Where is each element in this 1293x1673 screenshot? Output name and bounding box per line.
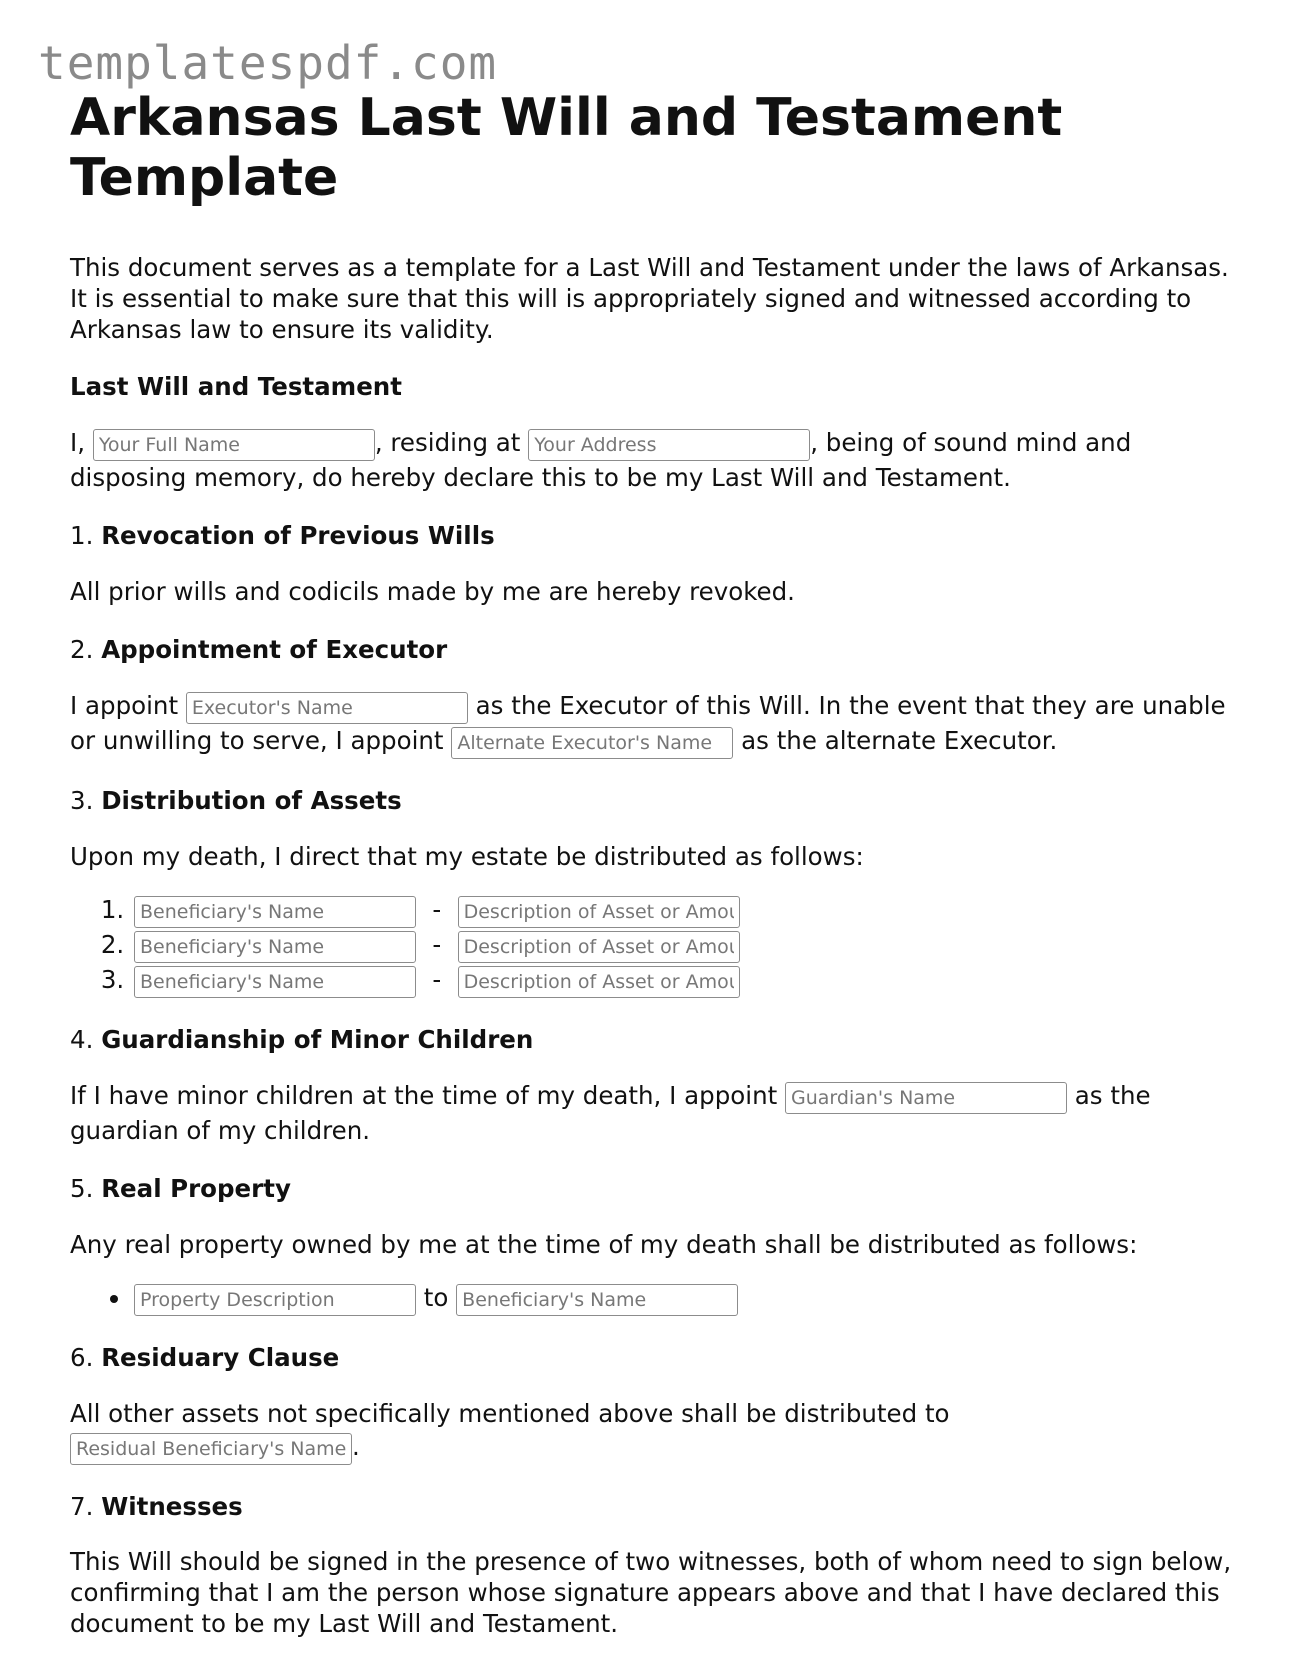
- property-beneficiary-input[interactable]: [456, 1284, 738, 1316]
- page-title: Arkansas Last Will and Testament Template: [70, 88, 1063, 208]
- section-title: Guardianship of Minor Children: [101, 1025, 534, 1054]
- property-description-input[interactable]: [134, 1284, 416, 1316]
- declaration-text-2: , residing at: [374, 428, 529, 457]
- section-number: 4.: [70, 1025, 94, 1054]
- section-heading-revocation: [70, 520, 1250, 551]
- separator: -: [432, 930, 442, 959]
- beneficiary-name-input[interactable]: [134, 931, 416, 963]
- section-number: 7.: [70, 1492, 94, 1521]
- guardianship-paragraph: [70, 1079, 1250, 1147]
- residuary-text-1: All other assets not specifically mentioned above shall be distributed to: [70, 1399, 950, 1428]
- real-property-paragraph: Any real property owned by me at the time of my death shall be distributed as follows:: [70, 1230, 1138, 1259]
- residuary-text-2: .: [352, 1432, 360, 1461]
- witnesses-paragraph: This Will should be signed in the presence of two witnesses, both of whom need to sign below, confirming that I am the person whose signature appears above and that I have declared this document to be my Last Will and Testament.: [70, 1547, 1232, 1638]
- declaration-text-3: , being of sound mind and disposing memory, do hereby declare this to be my Last Will and Testament.: [70, 428, 1132, 492]
- executor-text-3: as the alternate Executor.: [733, 726, 1058, 755]
- guardianship-text-2: as the guardian of my children.: [70, 1081, 1151, 1145]
- section-heading-guardianship: [70, 1024, 1250, 1055]
- alternate-executor-input[interactable]: [451, 727, 733, 759]
- residuary-paragraph: [70, 1397, 970, 1465]
- beneficiary-name-input[interactable]: [134, 966, 416, 998]
- executor-text-1: I appoint: [70, 691, 186, 720]
- asset-description-input[interactable]: [458, 931, 740, 963]
- section-number: 1.: [70, 521, 94, 550]
- section-number: 6.: [70, 1343, 94, 1372]
- declaration-text-1: I,: [70, 428, 93, 457]
- asset-list: [70, 893, 1250, 998]
- section-title: Residuary Clause: [101, 1343, 340, 1372]
- section-number: 5.: [70, 1174, 94, 1203]
- separator: -: [432, 895, 442, 924]
- residual-beneficiary-input[interactable]: [70, 1433, 352, 1465]
- beneficiary-name-input[interactable]: [134, 896, 416, 928]
- document-body: [70, 88, 1250, 1639]
- list-item: [132, 928, 1250, 963]
- section-heading-witnesses: [70, 1491, 1250, 1522]
- list-item: [132, 963, 1250, 998]
- guardian-name-input[interactable]: [785, 1082, 1067, 1114]
- asset-description-input[interactable]: [458, 966, 740, 998]
- section-title: Real Property: [101, 1174, 291, 1203]
- full-name-input[interactable]: [93, 429, 375, 461]
- real-property-list: [70, 1281, 1250, 1316]
- revocation-paragraph: All prior wills and codicils made by me are hereby revoked.: [70, 577, 795, 606]
- asset-description-input[interactable]: [458, 896, 740, 928]
- executor-paragraph: [70, 689, 1250, 759]
- section-title: Revocation of Previous Wills: [101, 521, 495, 550]
- connector-text: to: [416, 1283, 457, 1312]
- list-item: [132, 1281, 1250, 1316]
- section-title: Appointment of Executor: [101, 635, 448, 664]
- executor-text-2: as the Executor of this Will. In the event that they are unable or unwilling to serve, I appoint: [70, 691, 1226, 755]
- section-heading-real-property: [70, 1173, 1250, 1204]
- section-number: 2.: [70, 635, 94, 664]
- section-heading-distribution: [70, 785, 1250, 816]
- declaration-paragraph: [70, 426, 1250, 494]
- section-heading-executor: [70, 634, 1250, 665]
- will-heading: Last Will and Testament: [70, 372, 402, 401]
- list-item: [132, 893, 1250, 928]
- address-input[interactable]: [528, 429, 810, 461]
- distribution-paragraph: Upon my death, I direct that my estate be distributed as follows:: [70, 842, 864, 871]
- section-heading-residuary: [70, 1342, 1250, 1373]
- section-number: 3.: [70, 786, 94, 815]
- guardianship-text-1: If I have minor children at the time of my death, I appoint: [70, 1081, 785, 1110]
- intro-paragraph: This document serves as a template for a Last Will and Testament under the laws of Arkansas. It is essential to make sure that this will is appropriately signed and witnessed according to Arkansas law to ensure its validity.: [70, 253, 1229, 344]
- separator: -: [432, 965, 442, 994]
- section-title: Witnesses: [101, 1492, 243, 1521]
- executor-name-input[interactable]: [186, 692, 468, 724]
- watermark: templatespdf.com: [38, 36, 498, 90]
- section-title: Distribution of Assets: [101, 786, 402, 815]
